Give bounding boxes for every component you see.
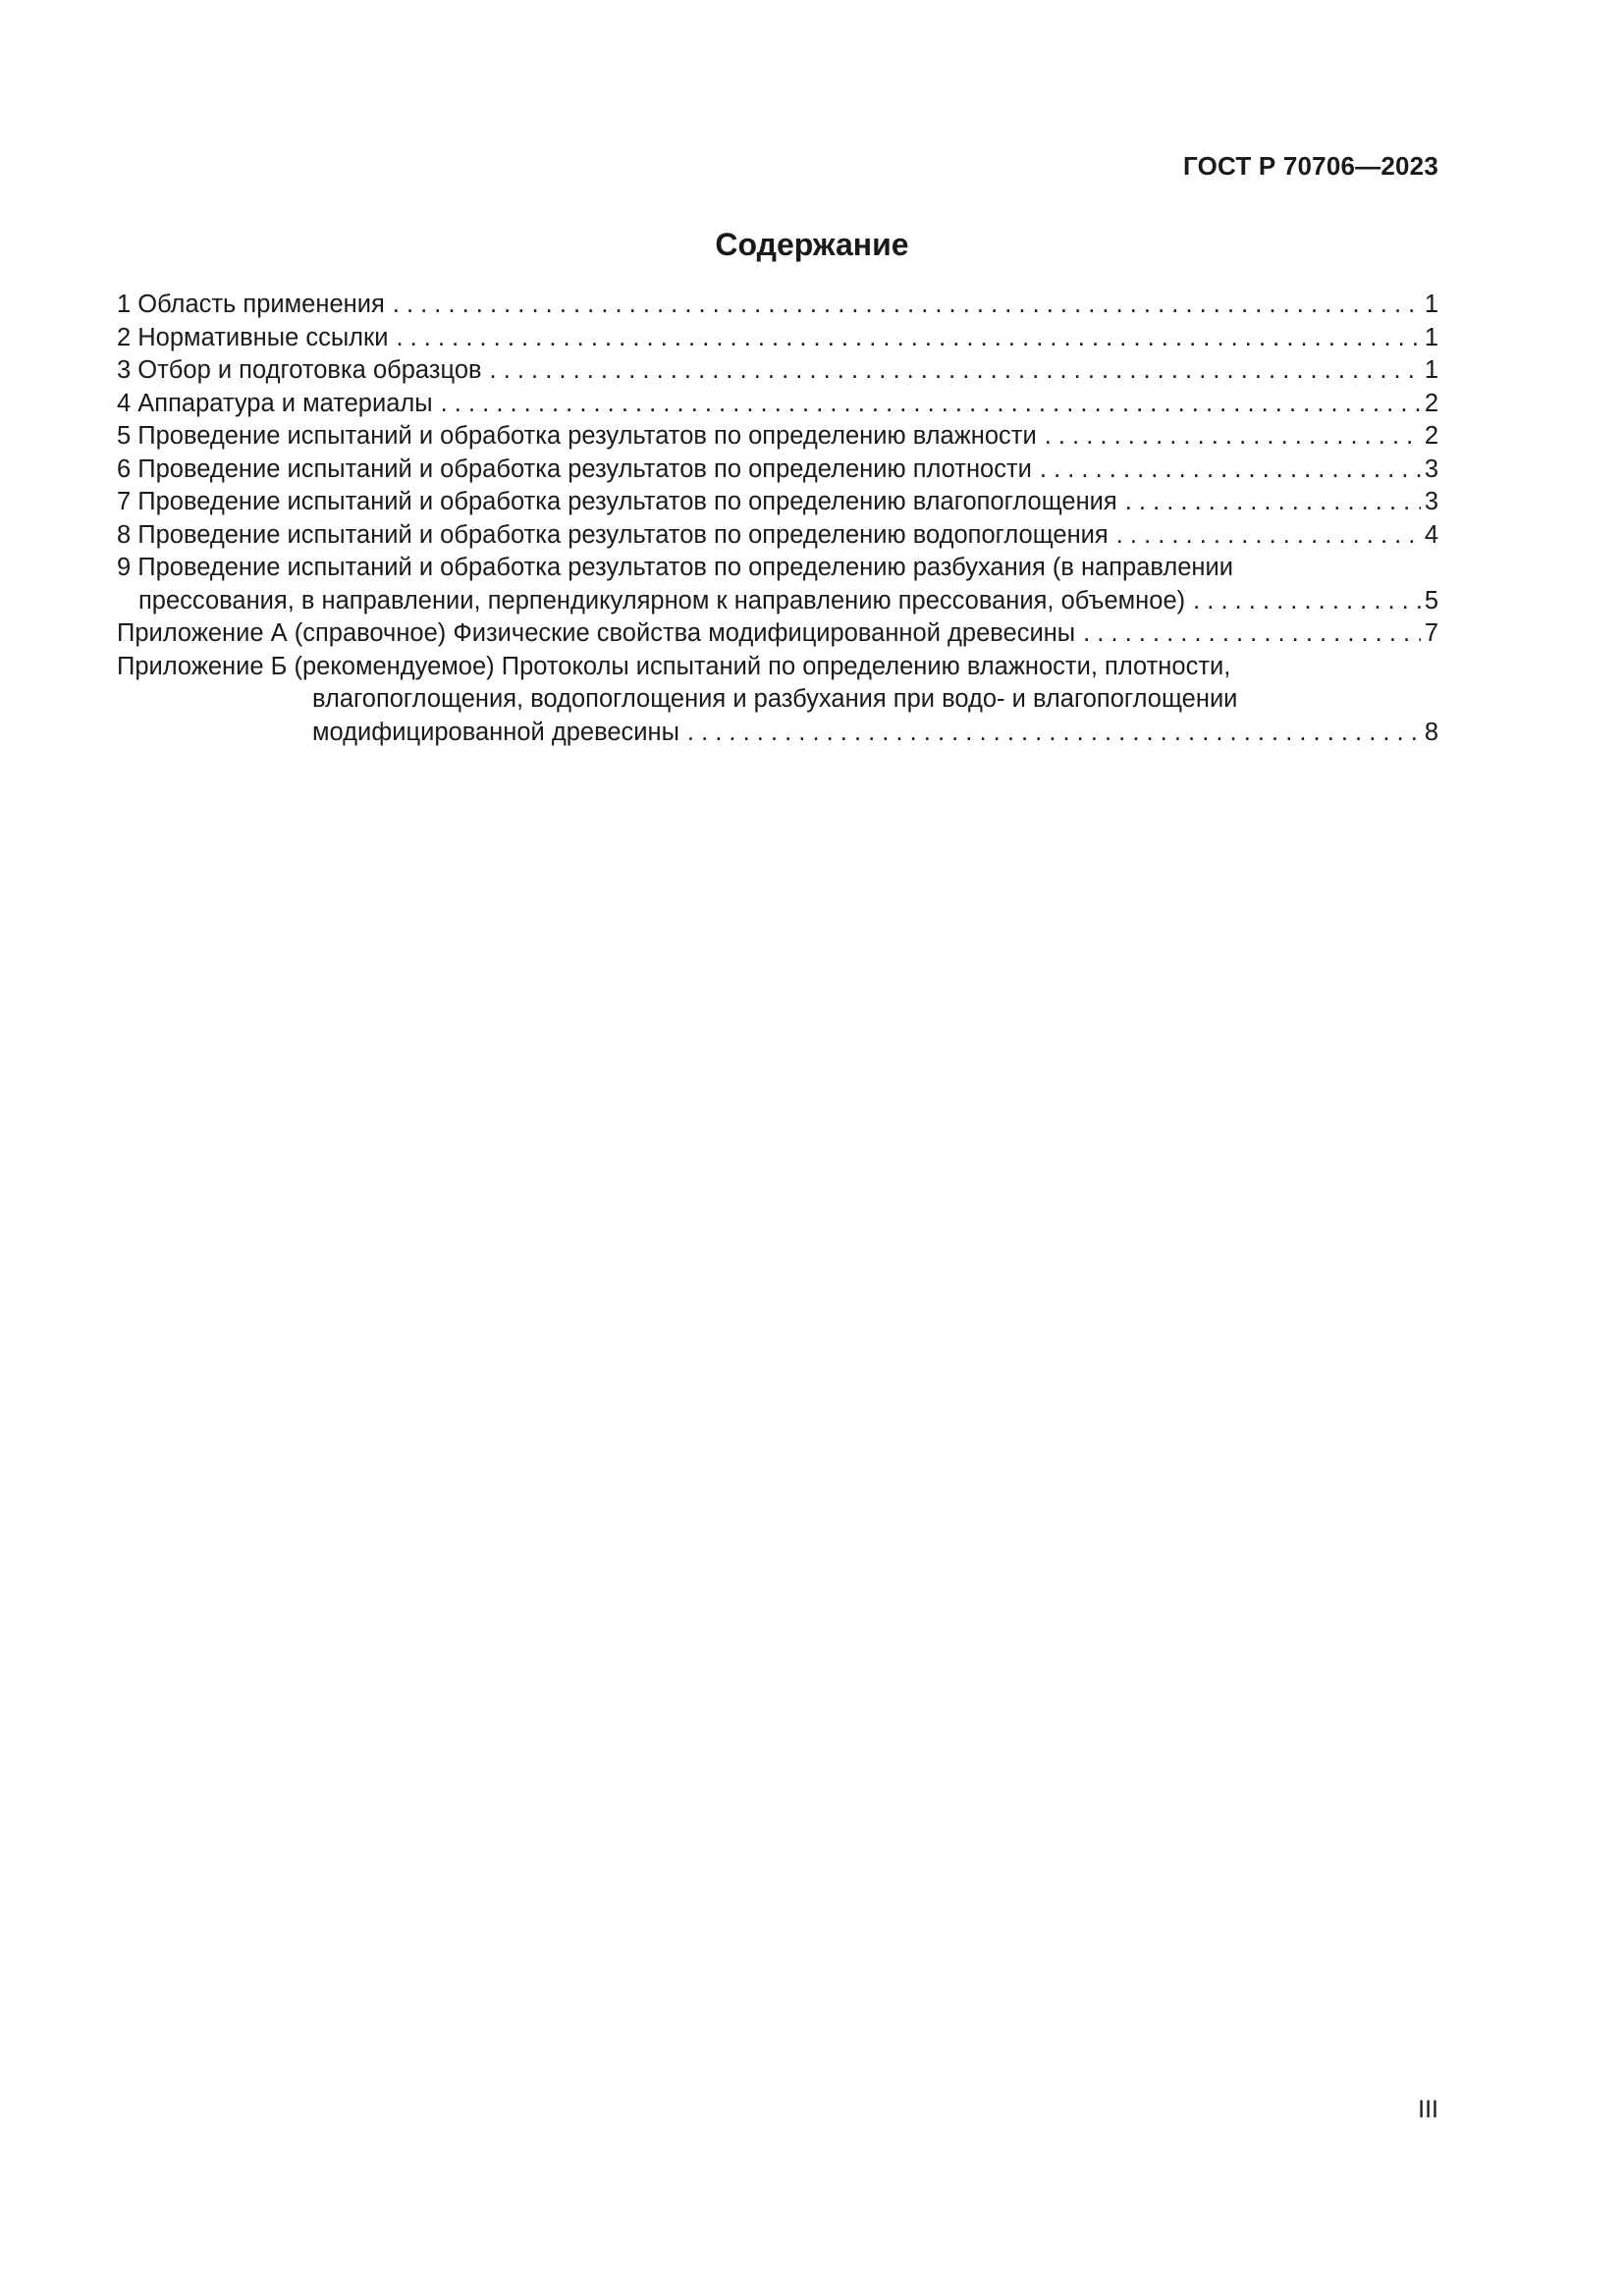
toc-line — [117, 617, 1438, 651]
toc-line — [117, 486, 1438, 519]
toc-entry-1[interactable] — [117, 289, 1438, 322]
toc-line — [117, 585, 1438, 618]
toc-page-number: 7 — [1424, 619, 1438, 647]
toc-page-number: 2 — [1424, 389, 1438, 417]
toc-entry-6[interactable] — [117, 454, 1438, 487]
toc-entry-9[interactable] — [117, 552, 1438, 617]
toc-entry-text: 7 Проведение испытаний и обработка результатов по определению влагопоглощения — [117, 488, 1117, 515]
dot-leader — [1116, 519, 1421, 553]
toc-entry-appendix-b[interactable] — [117, 651, 1438, 750]
toc-line — [117, 354, 1438, 388]
toc-entry-7[interactable] — [117, 486, 1438, 519]
toc-line — [117, 454, 1438, 487]
toc-entry-text: прессования, в направлении, перпендикулярном к направлению прессования, объемное) — [138, 586, 1186, 614]
toc-entry-text: модифицированной древесины — [312, 718, 679, 746]
table-of-contents — [117, 289, 1438, 749]
toc-page-number: 8 — [1424, 718, 1438, 746]
dot-leader — [1045, 420, 1421, 454]
toc-entry-text: 8 Проведение испытаний и обработка результатов по определению водопоглощения — [117, 520, 1109, 549]
dot-leader — [393, 289, 1421, 322]
toc-page-number: 1 — [1424, 356, 1438, 384]
toc-entry-text: 9 Проведение испытаний и обработка результатов по определению разбухания (в направлении — [117, 554, 1233, 581]
toc-entry-text: 3 Отбор и подготовка образцов — [117, 356, 482, 384]
toc-page-number: 4 — [1424, 520, 1438, 549]
toc-entry-text: Приложение Б (рекомендуемое) Протоколы испытаний по определению влажности, плотности, — [117, 652, 1231, 680]
toc-line — [117, 322, 1438, 355]
toc-entry-3[interactable] — [117, 354, 1438, 388]
toc-line — [117, 388, 1438, 421]
toc-line — [117, 717, 1438, 750]
toc-entry-text: влагопоглощения, водопоглощения и разбухания при водо- и влагопоглощении — [312, 685, 1238, 713]
page-number: III — [1418, 2096, 1438, 2123]
toc-entry-8[interactable] — [117, 519, 1438, 553]
toc-page-number: 1 — [1424, 323, 1438, 351]
toc-line — [117, 289, 1438, 322]
toc-page-number: 1 — [1424, 291, 1438, 318]
toc-entry-text: 2 Нормативные ссылки — [117, 323, 389, 351]
toc-entry-4[interactable] — [117, 388, 1438, 421]
toc-entry-2[interactable] — [117, 322, 1438, 355]
toc-entry-appendix-a[interactable] — [117, 617, 1438, 651]
dot-leader — [441, 388, 1421, 421]
toc-entry-text: Приложение А (справочное) Физические свойства модифицированной древесины — [117, 619, 1076, 647]
toc-entry-text: 1 Область применения — [117, 291, 385, 318]
dot-leader — [1083, 617, 1421, 651]
document-code: ГОСТ Р 70706—2023 — [1183, 151, 1438, 181]
toc-entry-text: 5 Проведение испытаний и обработка результатов по определению влажности — [117, 422, 1037, 450]
dot-leader — [490, 354, 1421, 388]
dot-leader — [1193, 585, 1421, 618]
toc-entry-5[interactable] — [117, 420, 1438, 454]
toc-page-number: 2 — [1424, 422, 1438, 450]
toc-page-number: 3 — [1424, 488, 1438, 515]
toc-page-number: 5 — [1424, 586, 1438, 614]
toc-entry-text: 4 Аппаратура и материалы — [117, 389, 433, 417]
toc-title: Содержание — [715, 227, 909, 262]
dot-leader — [687, 717, 1421, 750]
toc-entry-text: 6 Проведение испытаний и обработка результатов по определению плотности — [117, 454, 1032, 483]
dot-leader — [396, 322, 1420, 355]
dot-leader — [1040, 454, 1421, 487]
toc-page-number: 3 — [1424, 454, 1438, 483]
dot-leader — [1125, 486, 1421, 519]
toc-line — [117, 420, 1438, 454]
toc-line — [117, 519, 1438, 553]
